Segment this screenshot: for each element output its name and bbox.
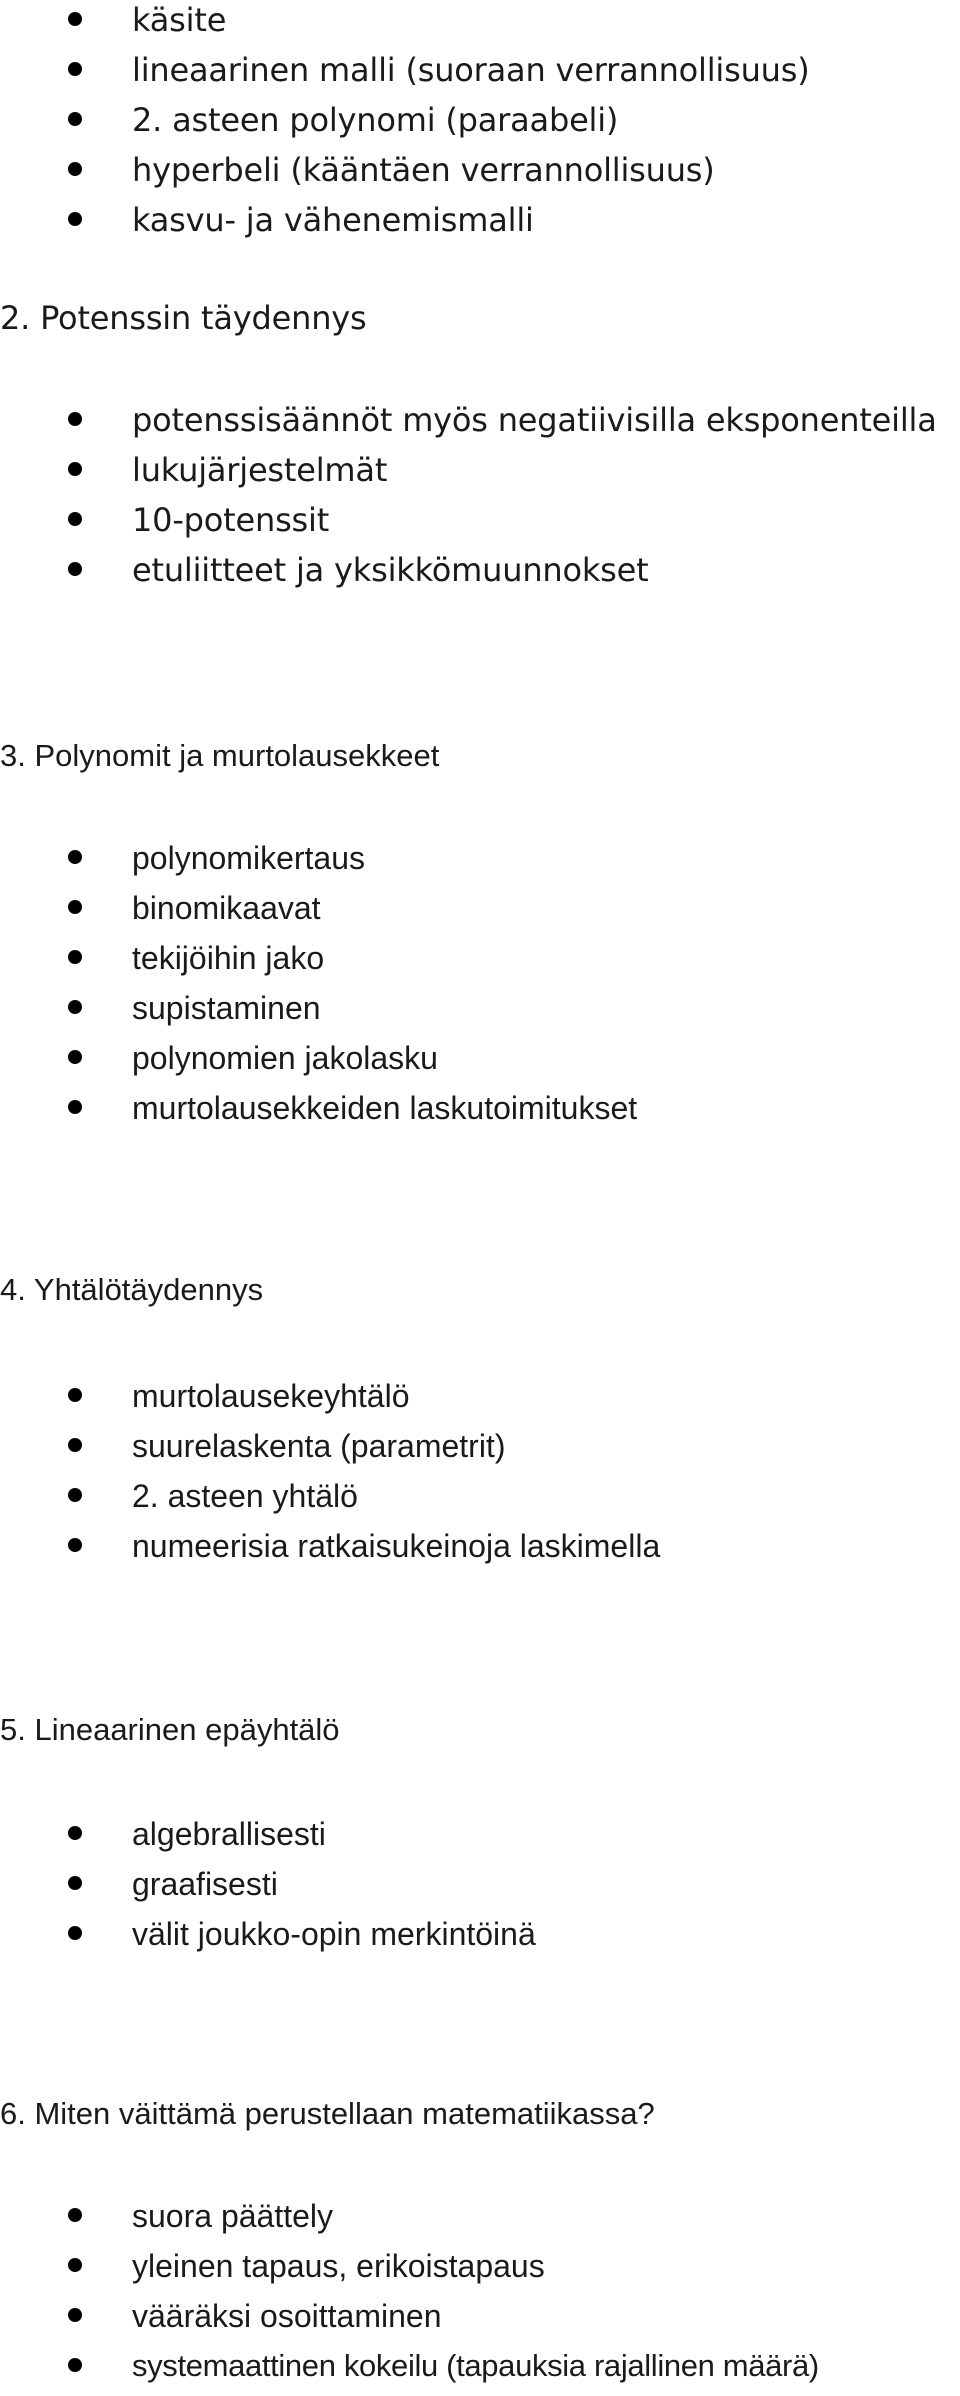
list-item-text: supistaminen	[132, 990, 321, 1026]
list-item-text: 10-potenssit	[132, 501, 330, 539]
bullet-icon	[68, 512, 82, 526]
list-item	[0, 400, 937, 450]
bullet-icon	[68, 162, 82, 176]
list-item	[0, 838, 637, 888]
bullet-icon	[68, 462, 82, 476]
list-item	[0, 1088, 637, 1138]
bullet-icon	[68, 562, 82, 576]
list-item	[0, 988, 637, 1038]
bullet-icon	[68, 900, 82, 914]
list-item-text: algebrallisesti	[132, 1816, 326, 1852]
list-item-text: polynomien jakolasku	[132, 1040, 438, 1076]
bullet-icon	[68, 412, 82, 426]
bullet-icon	[68, 1538, 82, 1552]
list-item	[0, 200, 810, 250]
list-item	[0, 2246, 819, 2296]
list-item	[0, 1814, 536, 1864]
bullet-icon	[68, 1926, 82, 1940]
list-item-text: numeerisia ratkaisukeinoja laskimella	[132, 1528, 661, 1564]
list-item-text: välit joukko-opin merkintöinä	[132, 1916, 536, 1952]
list-item-text: yleinen tapaus, erikoistapaus	[132, 2248, 545, 2284]
list-item	[0, 50, 810, 100]
list-item	[0, 100, 810, 150]
bullet-icon	[68, 950, 82, 964]
bullet-icon	[68, 112, 82, 126]
list-item-text: etuliitteet ja yksikkömuunnokset	[132, 551, 649, 589]
section-heading: 3. Polynomit ja murtolausekkeet	[0, 738, 440, 773]
list-item	[0, 888, 637, 938]
bullet-icon	[68, 1100, 82, 1114]
list-item-text: graafisesti	[132, 1866, 278, 1902]
list-item	[0, 550, 937, 600]
section-heading: 2. Potenssin täydennys	[0, 299, 367, 337]
section-3-list	[0, 838, 637, 1138]
section-heading: 4. Yhtälötäydennys	[0, 1272, 264, 1307]
list-item-text: suora päättely	[132, 2198, 334, 2234]
list-item-text: hyperbeli (kääntäen verrannollisuus)	[132, 151, 715, 189]
list-item	[0, 1864, 536, 1914]
bullet-icon	[68, 1438, 82, 1452]
list-item	[0, 1476, 660, 1526]
list-item-text: tekijöihin jako	[132, 940, 325, 976]
section-2-list	[0, 400, 937, 600]
list-item	[0, 500, 937, 550]
list-item	[0, 0, 810, 50]
list-item-text: murtolausekeyhtälö	[132, 1378, 410, 1414]
list-item-text: 2. asteen polynomi (paraabeli)	[132, 101, 619, 139]
bullet-icon	[68, 1000, 82, 1014]
list-item	[0, 2196, 819, 2246]
bullet-icon	[68, 1388, 82, 1402]
list-item	[0, 2296, 819, 2346]
list-item-text: polynomikertaus	[132, 840, 365, 876]
section-heading: 5. Lineaarinen epäyhtälö	[0, 1712, 340, 1747]
bullet-icon	[68, 1488, 82, 1502]
section-1-list	[0, 0, 810, 250]
list-item-text: kasvu- ja vähenemismalli	[132, 201, 534, 239]
list-item-text: lukujärjestelmät	[132, 451, 388, 489]
list-item	[0, 938, 637, 988]
list-item	[0, 1526, 660, 1576]
list-item	[0, 1038, 637, 1088]
list-item	[0, 1376, 660, 1426]
section-5-list	[0, 1814, 536, 1964]
bullet-icon	[68, 1876, 82, 1890]
list-item-text: lineaarinen malli (suoraan verrannollisuus)	[132, 51, 810, 89]
list-item	[0, 150, 810, 200]
section-heading: 6. Miten väittämä perustellaan matematiikassa?	[0, 2096, 655, 2131]
bullet-icon	[68, 850, 82, 864]
bullet-icon	[68, 212, 82, 226]
list-item	[0, 1426, 660, 1476]
bullet-icon	[68, 12, 82, 26]
list-item-text: murtolausekkeiden laskutoimitukset	[132, 1090, 638, 1126]
bullet-icon	[68, 2308, 82, 2322]
bullet-icon	[68, 1050, 82, 1064]
list-item-text: suurelaskenta (parametrit)	[132, 1428, 506, 1464]
bullet-icon	[68, 1826, 82, 1840]
list-item	[0, 450, 937, 500]
bullet-icon	[68, 2358, 82, 2372]
list-item-text: potenssisäännöt myös negatiivisilla eksponenteilla	[132, 401, 937, 439]
list-item-text: systemaattinen kokeilu (tapauksia rajallinen määrä)	[132, 2348, 819, 2383]
list-item-text: binomikaavat	[132, 890, 321, 926]
list-item-text: käsite	[132, 1, 227, 39]
section-6-list	[0, 2196, 819, 2396]
bullet-icon	[68, 62, 82, 76]
list-item	[0, 1914, 536, 1964]
list-item-text: 2. asteen yhtälö	[132, 1478, 358, 1514]
list-item	[0, 2346, 819, 2396]
bullet-icon	[68, 2208, 82, 2222]
bullet-icon	[68, 2258, 82, 2272]
section-4-list	[0, 1376, 660, 1576]
list-item-text: vääräksi osoittaminen	[132, 2298, 442, 2334]
